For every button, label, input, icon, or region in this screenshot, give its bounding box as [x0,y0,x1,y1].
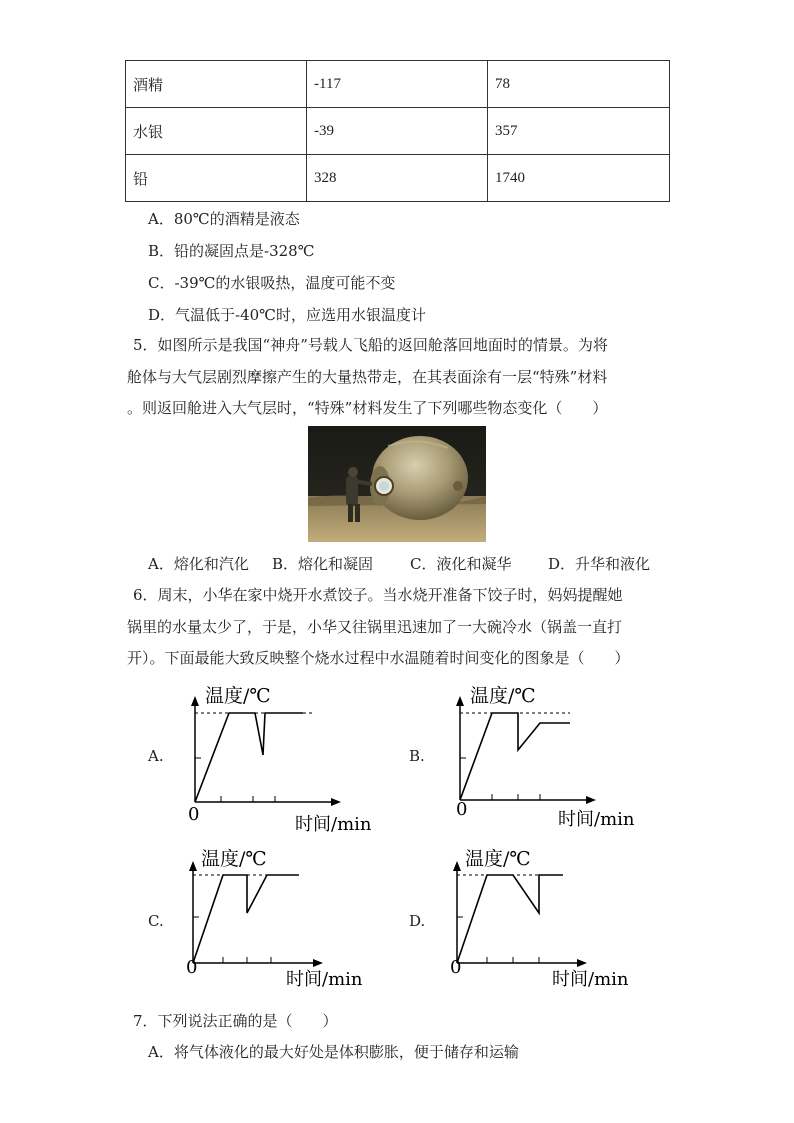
graph-a-label: A. [148,747,164,765]
graph-c-label: C. [148,912,164,930]
q5-stem-line1: 5．如图所示是我国“神舟”号载人飞船的返回舱落回地面时的情景。为将 [133,336,608,354]
substance-table [125,60,670,202]
graph-a-origin: 0 [188,804,200,825]
table-cell-boiling: 357 [488,108,670,155]
q4-option-a: A．80℃的酒精是液态 [148,210,300,228]
graph-d [447,845,647,995]
q5-option-d: D．升华和液化 [548,555,651,573]
table-cell-boiling: 1740 [488,155,670,202]
graph-a-ylabel: 温度/℃ [205,685,271,707]
table-row [126,108,670,155]
table-cell-melting: 328 [307,155,488,202]
graph-c-xlabel: 时间/min [286,969,363,990]
q7-stem: 7．下列说法正确的是（ ） [133,1012,338,1030]
table-row [126,61,670,108]
graph-c-origin: 0 [186,957,198,978]
graph-c [183,845,383,995]
q6-stem-line2: 锅里的水量太少了，于是，小华又往锅里迅速加了一大碗冷水（锅盖一直打 [127,618,623,636]
table-row [126,155,670,202]
graph-b [450,680,650,840]
q6-stem-line3: 开）。下面最能大致反映整个烧水过程中水温随着时间变化的图象是（ ） [127,649,630,667]
q4-option-b: B．铅的凝固点是-328℃ [148,242,315,260]
return-capsule-photo [308,426,486,542]
q5-stem-line3: 。则返回舱进入大气层时，“特殊”材料发生了下列哪些物态变化（ ） [127,399,608,417]
graph-a [185,680,385,840]
q4-option-c: C．-39℃的水银吸热，温度可能不变 [148,274,396,292]
q5-stem-line2: 舱体与大气层剧烈摩擦产生的大量热带走，在其表面涂有一层“特殊”材料 [127,368,608,386]
graph-d-xlabel: 时间/min [552,969,629,990]
q5-option-c: C．液化和凝华 [410,555,512,573]
q6-stem-line1: 6．周末，小华在家中烧开水煮饺子。当水烧开准备下饺子时，妈妈提醒她 [133,586,623,604]
graph-d-origin: 0 [450,957,462,978]
table-cell-substance: 酒精 [126,61,307,108]
graph-a-xlabel: 时间/min [295,814,372,835]
table-cell-melting: -39 [307,108,488,155]
table-cell-boiling: 78 [488,61,670,108]
graph-b-origin: 0 [456,799,468,820]
graph-b-ylabel: 温度/℃ [470,685,536,707]
q5-option-b: B．熔化和凝固 [272,555,374,573]
graph-c-ylabel: 温度/℃ [201,848,267,870]
graph-b-label: B. [409,747,425,765]
q4-option-d: D．气温低于-40℃时，应选用水银温度计 [148,306,426,324]
graph-b-xlabel: 时间/min [558,809,635,830]
q5-option-a: A．熔化和汽化 [148,555,249,573]
graph-d-label: D. [409,912,426,930]
table-cell-substance: 铅 [126,155,307,202]
q7-option-a: A．将气体液化的最大好处是体积膨胀，便于储存和运输 [148,1043,519,1061]
table-cell-melting: -117 [307,61,488,108]
table-cell-substance: 水银 [126,108,307,155]
graph-d-ylabel: 温度/℃ [465,848,531,870]
